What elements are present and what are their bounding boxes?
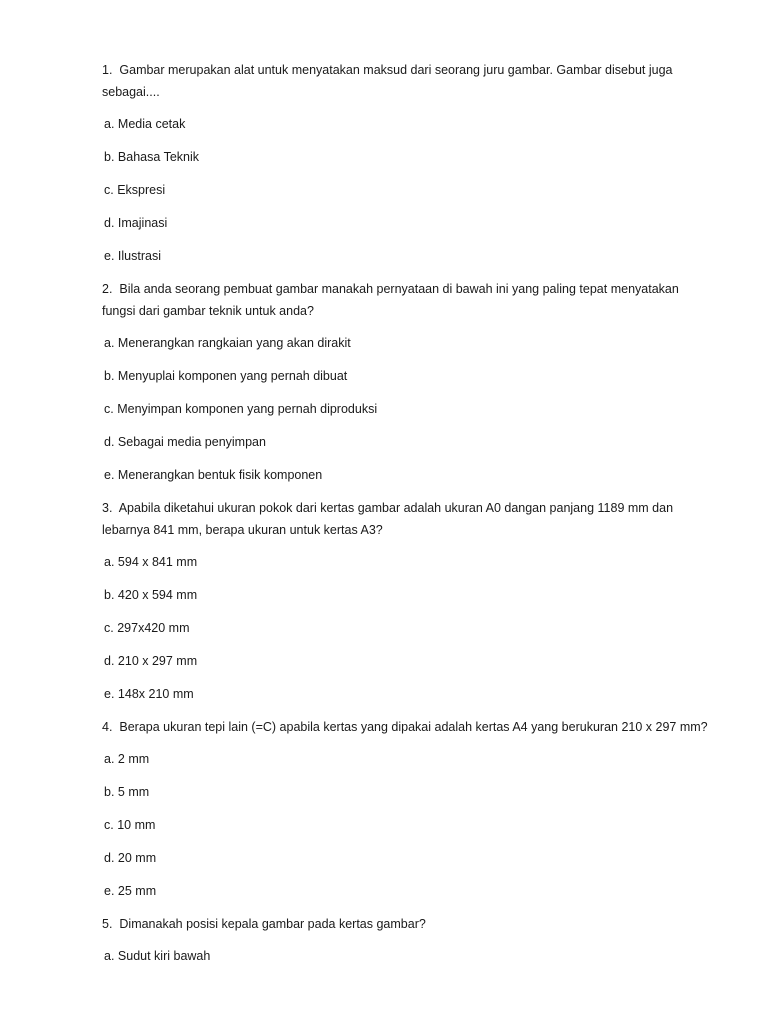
option-text: 25 mm — [117, 884, 157, 898]
option-4b — [102, 781, 708, 803]
option-text: Ekspresi — [117, 183, 166, 197]
question-number: 4. — [102, 720, 113, 734]
option-3a — [102, 551, 708, 573]
option-4e — [102, 880, 708, 902]
option-text: 2 mm — [117, 752, 150, 766]
option-letter: e. — [104, 687, 115, 701]
option-text: 297x420 mm — [117, 621, 190, 635]
option-letter: b. — [104, 369, 115, 383]
option-letter: a. — [104, 336, 115, 350]
option-letter: b. — [104, 150, 115, 164]
option-letter: d. — [104, 435, 115, 449]
question-number: 3. — [102, 501, 113, 515]
option-1a — [102, 113, 708, 135]
option-2a — [102, 332, 708, 354]
option-text: 210 x 297 mm — [117, 654, 198, 668]
question-number: 2. — [102, 282, 113, 296]
option-text: 420 x 594 mm — [117, 588, 198, 602]
option-text: 594 x 841 mm — [117, 555, 198, 569]
question-2 — [102, 278, 708, 322]
option-letter: d. — [104, 654, 115, 668]
option-text: Menerangkan bentuk fisik komponen — [117, 468, 323, 482]
option-text: Menyimpan komponen yang pernah diproduksi — [117, 402, 378, 416]
option-text: Sebagai media penyimpan — [117, 435, 266, 449]
option-2b — [102, 365, 708, 387]
question-text: Apabila diketahui ukuran pokok dari kertas gambar adalah ukuran A0 dangan panjang 1189 mm dan lebarnya 841 mm, berapa ukuran untuk kertas A3? — [102, 501, 674, 537]
question-5 — [102, 913, 708, 935]
option-4a — [102, 748, 708, 770]
option-1c — [102, 179, 708, 201]
option-letter: a. — [104, 752, 115, 766]
option-1b — [102, 146, 708, 168]
question-text: Gambar merupakan alat untuk menyatakan maksud dari seorang juru gambar. Gambar disebut juga sebagai.... — [102, 63, 673, 99]
question-text: Dimanakah posisi kepala gambar pada kertas gambar? — [119, 917, 426, 931]
option-text: Sudut kiri bawah — [117, 949, 211, 963]
question-number: 1. — [102, 63, 113, 77]
option-5a — [102, 945, 708, 967]
option-2c — [102, 398, 708, 420]
option-1d — [102, 212, 708, 234]
option-text: Imajinasi — [117, 216, 168, 230]
option-letter: c. — [104, 621, 114, 635]
question-3 — [102, 497, 708, 541]
option-2e — [102, 464, 708, 486]
option-4c — [102, 814, 708, 836]
option-2d — [102, 431, 708, 453]
option-letter: e. — [104, 884, 115, 898]
question-1 — [102, 59, 708, 103]
option-letter: e. — [104, 468, 115, 482]
option-letter: d. — [104, 851, 115, 865]
question-text: Berapa ukuran tepi lain (=C) apabila kertas yang dipakai adalah kertas A4 yang berukuran 210 x 297 mm? — [119, 720, 708, 734]
option-letter: a. — [104, 555, 115, 569]
option-letter: a. — [104, 949, 115, 963]
option-3b — [102, 584, 708, 606]
option-3e — [102, 683, 708, 705]
option-3d — [102, 650, 708, 672]
option-letter: d. — [104, 216, 115, 230]
option-letter: c. — [104, 183, 114, 197]
option-letter: a. — [104, 117, 115, 131]
option-3c — [102, 617, 708, 639]
option-letter: b. — [104, 785, 115, 799]
option-letter: b. — [104, 588, 115, 602]
option-letter: c. — [104, 818, 114, 832]
question-number: 5. — [102, 917, 113, 931]
option-text: Menerangkan rangkaian yang akan dirakit — [117, 336, 351, 350]
option-4d — [102, 847, 708, 869]
option-letter: e. — [104, 249, 115, 263]
question-text: Bila anda seorang pembuat gambar manakah pernyataan di bawah ini yang paling tepat menyatakan fungsi dari gambar teknik untuk anda? — [102, 282, 679, 318]
option-text: Ilustrasi — [117, 249, 161, 263]
question-4 — [102, 716, 708, 738]
option-text: 5 mm — [117, 785, 150, 799]
option-text: 148x 210 mm — [117, 687, 194, 701]
option-text: Bahasa Teknik — [117, 150, 199, 164]
option-1e — [102, 245, 708, 267]
option-text: 20 mm — [117, 851, 157, 865]
option-text: Menyuplai komponen yang pernah dibuat — [117, 369, 348, 383]
option-text: 10 mm — [117, 818, 156, 832]
option-letter: c. — [104, 402, 114, 416]
option-text: Media cetak — [117, 117, 186, 131]
